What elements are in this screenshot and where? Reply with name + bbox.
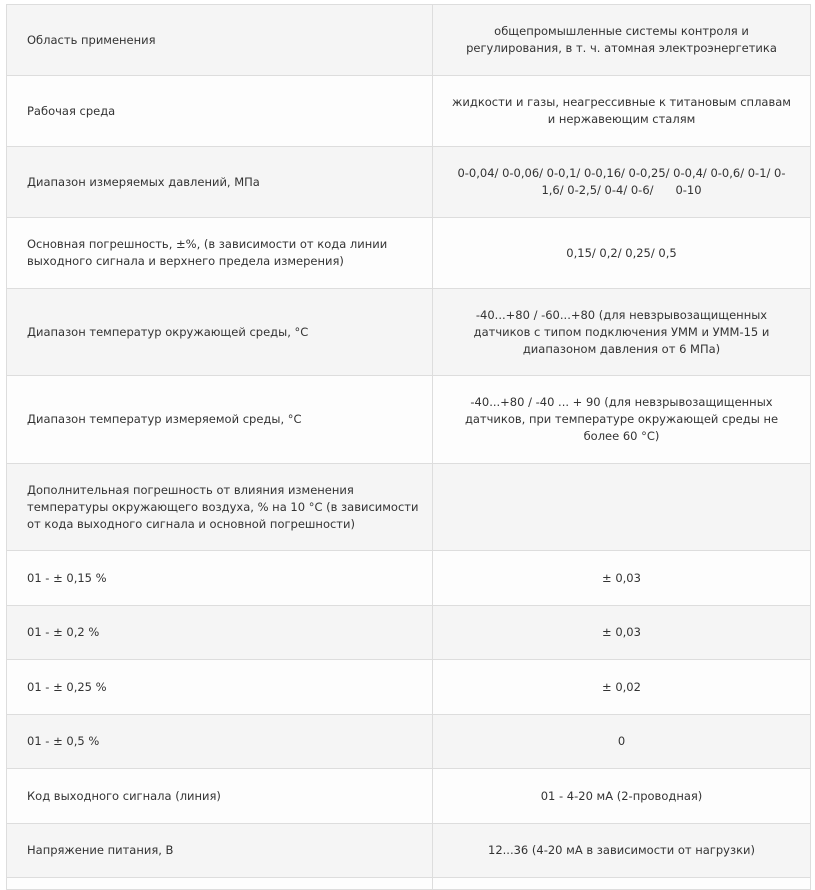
param-cell: Рабочая среда	[7, 76, 433, 147]
param-cell: 01 - ± 0,15 %	[7, 551, 433, 606]
table-row	[7, 218, 811, 289]
param-cell: Код выходного сигнала (линия)	[7, 769, 433, 824]
param-cell: Дополнительная погрешность от влияния изменения температуры окружающего воздуха, % на 10 °С (в зависимости от кода выходного сигнала и основной погрешности)	[7, 464, 433, 551]
table-row	[7, 464, 811, 551]
value-cell: общепромышленные системы контроля и регулирования, в т. ч. атомная электроэнергетика	[433, 5, 811, 76]
value-cell: -40...+80 / -40 ... + 90 (для невзрывозащищенных датчиков, при температуре окружающей среды не более 60 °С)	[433, 376, 811, 464]
value-cell: 0	[433, 715, 811, 769]
table-row	[7, 715, 811, 769]
table-row	[7, 878, 811, 890]
table-row	[7, 769, 811, 824]
value-cell: жидкости и газы, неагрессивные к титановым сплавам и нержавеющим сталям	[433, 76, 811, 147]
value-cell: 0,15/ 0,2/ 0,25/ 0,5	[433, 218, 811, 289]
value-cell: ± 0,03	[433, 606, 811, 660]
param-cell	[7, 878, 433, 890]
table-row	[7, 376, 811, 464]
specifications-table	[6, 4, 811, 890]
table-row	[7, 660, 811, 715]
param-cell: 01 - ± 0,2 %	[7, 606, 433, 660]
table-row	[7, 606, 811, 660]
table-row	[7, 5, 811, 76]
value-cell: -40...+80 / -60...+80 (для невзрывозащищенных датчиков с типом подключения УММ и УММ-15 и диапазоном давления от 6 МПа)	[433, 289, 811, 376]
param-cell: 01 - ± 0,5 %	[7, 715, 433, 769]
value-cell: ± 0,03	[433, 551, 811, 606]
param-cell: Диапазон температур измеряемой среды, °С	[7, 376, 433, 464]
param-cell: Диапазон измеряемых давлений, МПа	[7, 147, 433, 218]
value-cell: 01 - 4-20 мА (2-проводная)	[433, 769, 811, 824]
value-cell: 0-0,04/ 0-0,06/ 0-0,1/ 0-0,16/ 0-0,25/ 0-0,4/ 0-0,6/ 0-1/ 0-1,6/ 0-2,5/ 0-4/ 0-6/ 0-10	[433, 147, 811, 218]
param-cell: Основная погрешность, ±%, (в зависимости от кода линии выходного сигнала и верхнего предела измерения)	[7, 218, 433, 289]
param-cell: Область применения	[7, 5, 433, 76]
value-cell	[433, 464, 811, 551]
table-row	[7, 551, 811, 606]
table-row	[7, 76, 811, 147]
table-row	[7, 824, 811, 878]
value-cell	[433, 878, 811, 890]
param-cell: Диапазон температур окружающей среды, °С	[7, 289, 433, 376]
param-cell: 01 - ± 0,25 %	[7, 660, 433, 715]
value-cell: ± 0,02	[433, 660, 811, 715]
param-cell: Напряжение питания, В	[7, 824, 433, 878]
table-row	[7, 289, 811, 376]
value-cell: 12...36 (4-20 мА в зависимости от нагрузки)	[433, 824, 811, 878]
table-row	[7, 147, 811, 218]
